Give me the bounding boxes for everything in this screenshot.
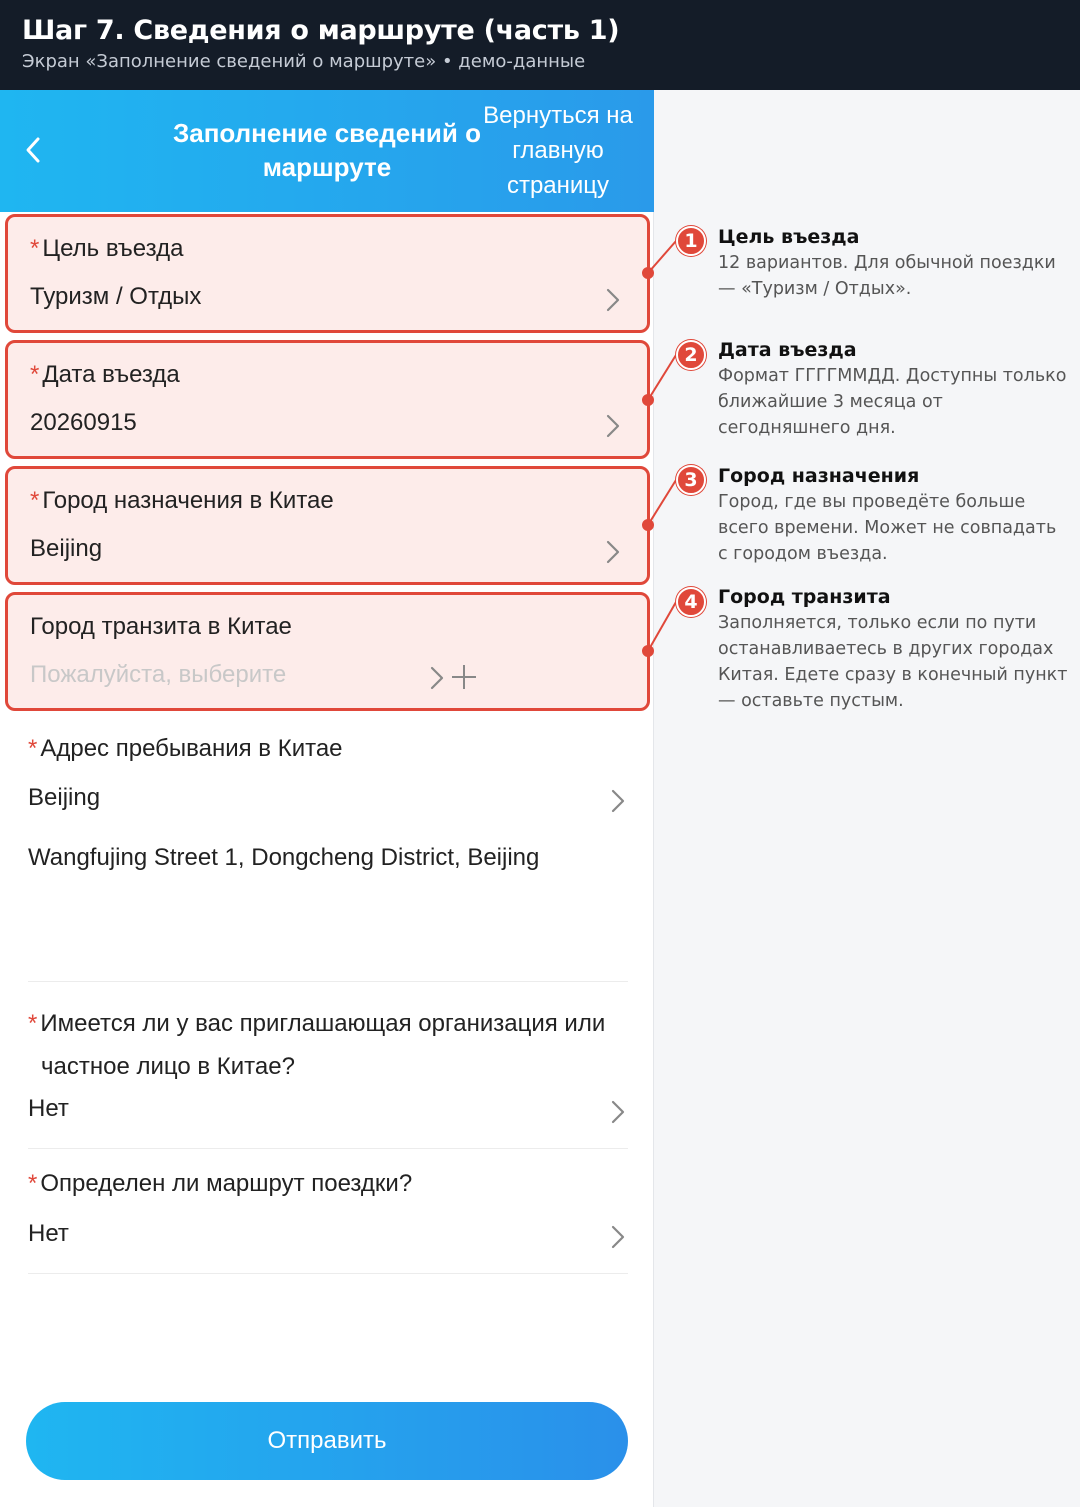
- chevron-right-icon: [429, 665, 445, 691]
- required-mark: *: [30, 487, 40, 514]
- phone-screen: [0, 90, 654, 1507]
- purpose-value: Туризм / Отдых: [30, 283, 202, 310]
- annotation-title: Город транзита: [718, 586, 891, 608]
- stay-address-label: * Адрес пребывания в Китае: [28, 735, 343, 762]
- destination-city-value: Beijing: [30, 535, 103, 562]
- annotation-badge-2: 2: [676, 340, 706, 370]
- chevron-right-icon: [605, 287, 621, 313]
- route-defined-label: * Определен ли маршрут поездки?: [28, 1170, 413, 1197]
- step-subtitle: Экран «Заполнение сведений о маршруте» • демо-данные: [22, 51, 586, 72]
- route-defined-value: Нет: [28, 1220, 69, 1247]
- entry-date-label: * Дата въезда: [30, 361, 180, 388]
- annotation-badge-4: 4: [676, 587, 706, 617]
- required-mark: *: [28, 735, 38, 762]
- transit-city-placeholder: Пожалуйста, выберите: [30, 661, 287, 688]
- annotation-4: [718, 584, 1068, 714]
- inviting-org-row[interactable]: [28, 1095, 628, 1129]
- divider: [28, 981, 628, 982]
- annotation-desc: 12 вариантов. Для обычной поездки — «Туризм / Отдых».: [718, 253, 1056, 299]
- chevron-right-icon: [605, 539, 621, 565]
- stay-city-value: Beijing: [28, 784, 101, 811]
- app-header: [0, 90, 654, 212]
- add-icon[interactable]: [451, 663, 477, 691]
- required-mark: *: [30, 235, 40, 262]
- annotation-title: Цель въезда: [718, 226, 860, 248]
- submit-button[interactable]: Отправить: [26, 1402, 628, 1480]
- step-title: Шаг 7. Сведения о маршруте (часть 1): [22, 15, 620, 46]
- annotation-desc: Заполняется, только если по пути останавливаетесь в других городах Китая. Едете сразу в конечный пункт — оставьте пустым.: [718, 613, 1068, 711]
- annotation-badge-3: 3: [676, 465, 706, 495]
- chevron-right-icon: [610, 1099, 626, 1125]
- annotation-badge-1: 1: [676, 226, 706, 256]
- back-button[interactable]: [16, 130, 50, 170]
- purpose-field[interactable]: [5, 214, 650, 333]
- annotation-3: [718, 463, 1068, 567]
- annotation-1: [718, 224, 1068, 302]
- home-link[interactable]: Вернуться на главную страницу: [483, 102, 633, 199]
- page-title: Заполнение сведений о маршруте: [172, 118, 482, 182]
- stay-address-value[interactable]: Wangfujing Street 1, Dongcheng District, Beijing: [28, 844, 540, 871]
- destination-city-field[interactable]: [5, 466, 650, 585]
- annotation-desc: Формат ГГГГММДД. Доступны только ближайшие 3 месяца от сегодняшнего дня.: [718, 366, 1067, 438]
- required-mark: *: [28, 1010, 38, 1037]
- divider: [28, 1148, 628, 1149]
- route-defined-row[interactable]: [28, 1220, 628, 1254]
- entry-date-value: 20260915: [30, 409, 137, 436]
- stay-city-row[interactable]: [28, 784, 628, 818]
- annotation-title: Дата въезда: [718, 339, 857, 361]
- required-mark: *: [30, 361, 40, 388]
- annotation-2: [718, 337, 1068, 441]
- divider: [28, 1273, 628, 1274]
- chevron-right-icon: [610, 1224, 626, 1250]
- annotation-desc: Город, где вы проведёте больше всего времени. Может не совпадать с городом въезда.: [718, 492, 1057, 564]
- transit-city-label: Город транзита в Китае: [30, 613, 292, 640]
- chevron-right-icon: [610, 788, 626, 814]
- chevron-left-icon: [23, 135, 43, 165]
- purpose-label: * Цель въезда: [30, 235, 184, 262]
- entry-date-field[interactable]: [5, 340, 650, 459]
- inviting-org-value: Нет: [28, 1095, 69, 1122]
- inviting-org-label: * Имеется ли у вас приглашающая организация или частное лицо в Китае?: [28, 1010, 606, 1080]
- chevron-right-icon: [605, 413, 621, 439]
- annotation-title: Город назначения: [718, 465, 920, 487]
- step-banner: [0, 0, 1080, 90]
- destination-city-label: * Город назначения в Китае: [30, 487, 334, 514]
- required-mark: *: [28, 1170, 38, 1197]
- transit-city-field[interactable]: [5, 592, 650, 711]
